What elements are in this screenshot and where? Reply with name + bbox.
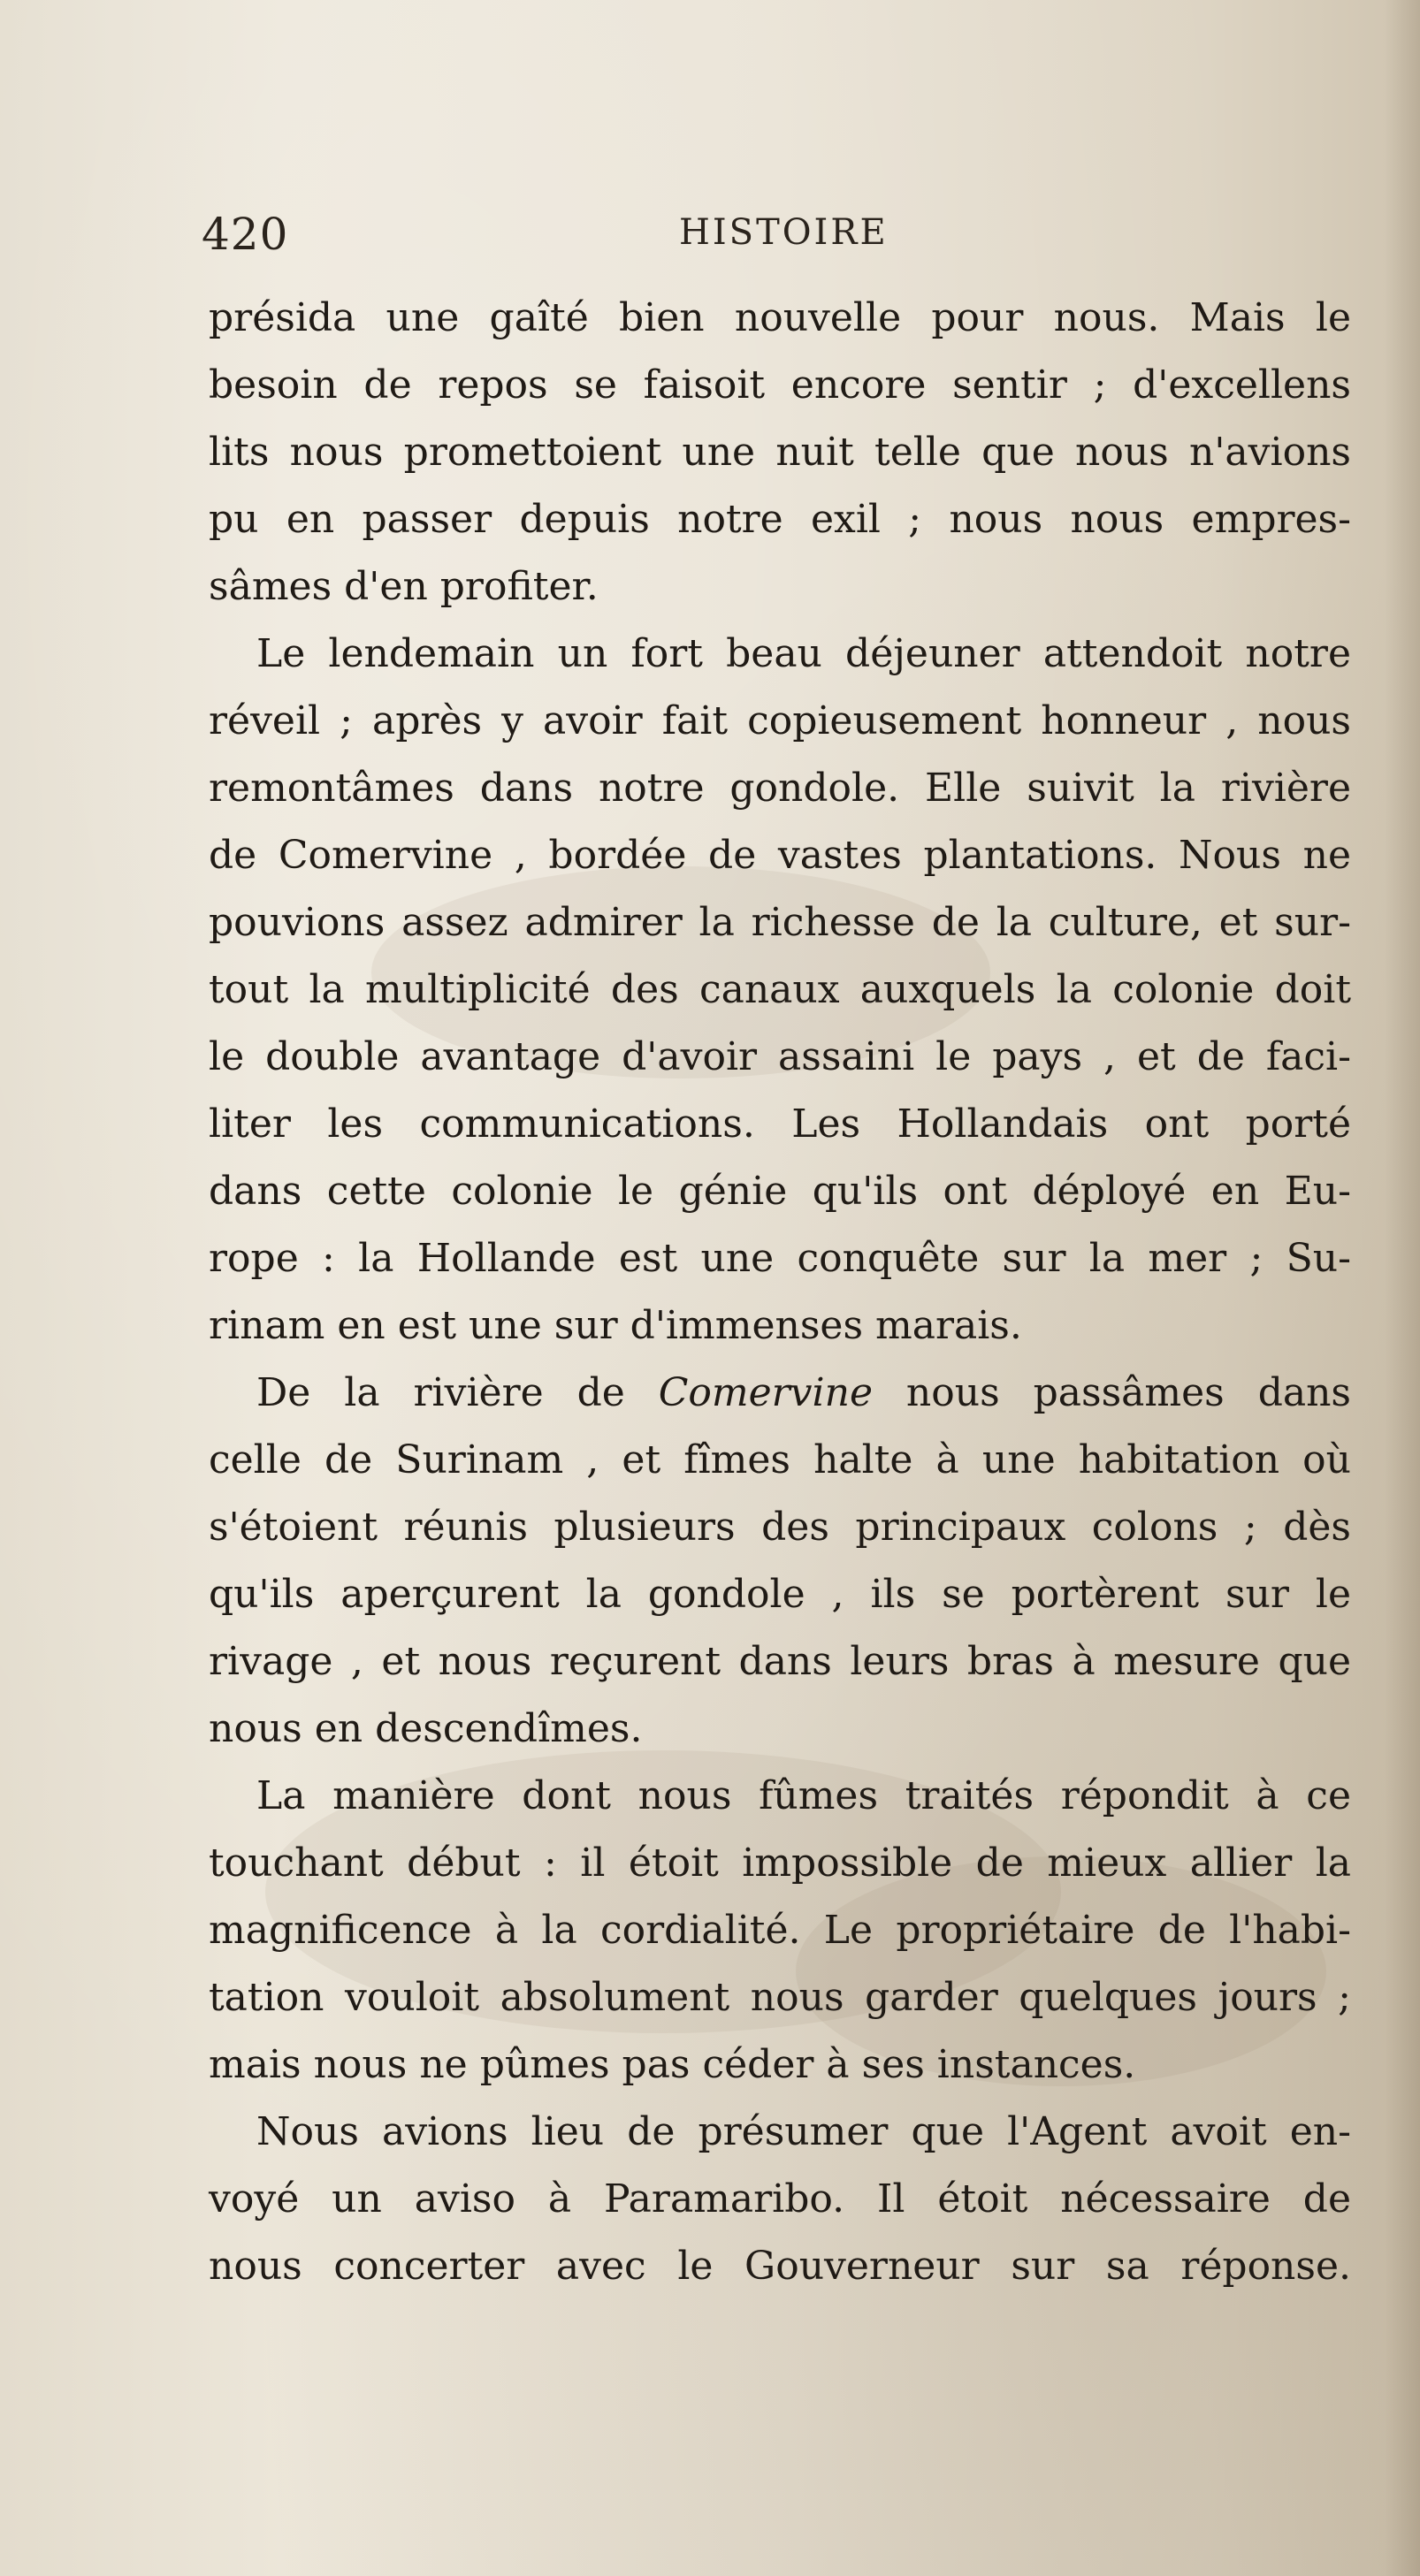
text-line: sâmes d'en profiter.	[209, 564, 599, 609]
text-line-mixed	[209, 1360, 1351, 1427]
text-line: rinam en est une sur d'immenses marais.	[209, 1303, 1022, 1348]
body-text	[209, 285, 1351, 2300]
text-line: réveil ; après y avoir fait copieusement honneur , nous	[209, 698, 1351, 743]
text-line: présida une gaîté bien nouvelle pour nous. Mais le	[209, 295, 1351, 340]
text-segment: nous passâmes dans	[873, 1370, 1352, 1415]
page-header	[202, 209, 1347, 271]
text-line: qu'ils aperçurent la gondole , ils se portèrent sur le	[209, 1572, 1351, 1617]
text-line: voyé un aviso à Paramaribo. Il étoit nécessaire de	[209, 2176, 1351, 2222]
text-line: le double avantage d'avoir assaini le pays , et de faci-	[209, 1034, 1351, 1079]
text-line: nous concerter avec le Gouverneur sur sa réponse.	[209, 2244, 1351, 2289]
text-line: Nous avions lieu de présumer que l'Agent avoit en-	[256, 2109, 1351, 2154]
italic-place-name: Comervine	[658, 1370, 873, 1415]
text-line: tout la multiplicité des canaux auxquels la colonie doit	[209, 967, 1351, 1012]
text-line: pouvions assez admirer la richesse de la culture, et sur-	[209, 900, 1351, 945]
text-line: besoin de repos se faisoit encore sentir ; d'excellens	[209, 362, 1351, 408]
text-segment: De la rivière de	[256, 1370, 659, 1415]
text-line: pu en passer depuis notre exil ; nous nous empres-	[209, 497, 1351, 542]
text-line: liter les communications. Les Hollandais ont porté	[209, 1101, 1351, 1147]
text-line: tation vouloit absolument nous garder quelques jours ;	[209, 1975, 1351, 2020]
page-edge-shadow	[1385, 0, 1420, 2576]
text-line: nous en descendîmes.	[209, 1706, 643, 1751]
page-number: 420	[202, 209, 289, 260]
text-line: magnificence à la cordialité. Le propriétaire de l'habi-	[209, 1908, 1351, 1953]
running-title: HISTOIRE	[679, 212, 889, 253]
text-line: lits nous promettoient une nuit telle que nous n'avions	[209, 430, 1351, 475]
text-line: rivage , et nous reçurent dans leurs bras à mesure que	[209, 1639, 1351, 1684]
text-line: dans cette colonie le génie qu'ils ont déployé en Eu-	[209, 1169, 1351, 1214]
text-line: La manière dont nous fûmes traités répondit à ce	[256, 1773, 1351, 1818]
text-line: Le lendemain un fort beau déjeuner attendoit notre	[256, 631, 1351, 676]
text-line: touchant début : il étoit impossible de mieux allier la	[209, 1841, 1351, 1886]
text-line: mais nous ne pûmes pas céder à ses instances.	[209, 2042, 1136, 2087]
text-line: s'étoient réunis plusieurs des principaux colons ; dès	[209, 1505, 1351, 1550]
text-line: de Comervine , bordée de vastes plantations. Nous ne	[209, 833, 1351, 878]
text-line: celle de Surinam , et fîmes halte à une habitation où	[209, 1437, 1351, 1482]
text-line: remontâmes dans notre gondole. Elle suivit la rivière	[209, 766, 1351, 811]
text-line: rope : la Hollande est une conquête sur la mer ; Su-	[209, 1236, 1351, 1281]
